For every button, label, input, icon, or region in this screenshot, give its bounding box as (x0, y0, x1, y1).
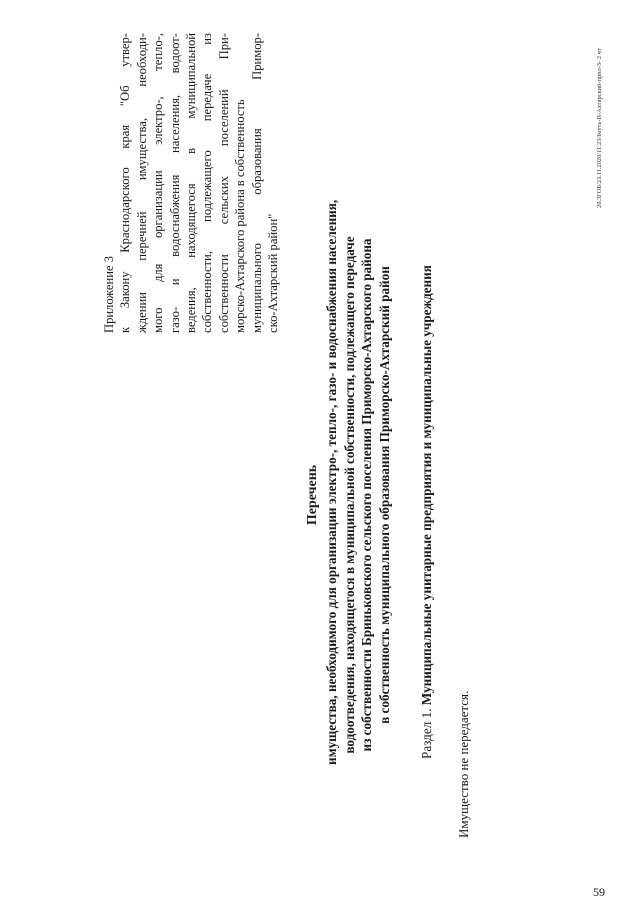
appendix-line: ведения, находящегося в муниципальной (184, 33, 199, 333)
appendix-line: к Закону Краснодарского края "Об утвер- (118, 33, 133, 333)
appendix-line: морско-Ахтарского района в собственность (233, 99, 248, 333)
appendix-block (101, 33, 281, 333)
appendix-line: газо- и водоснабжения населения, водоот- (167, 33, 182, 333)
note-text: Имущество не передается. (456, 690, 471, 838)
title-heading: Перечень (305, 464, 320, 526)
appendix-line: мого для организации электро-, тепло-, (151, 33, 166, 333)
appendix-line: ждении перечней имущества, необходи- (134, 33, 149, 333)
section-heading (419, 265, 435, 759)
appendix-line: собственности, подлежащего передаче из (200, 33, 215, 333)
title-line: водоотведения, находящегося в муниципальной собственности, подлежащего передаче (341, 236, 357, 754)
appendix-line: ско-Ахтарский район" (266, 213, 281, 333)
appendix-line: собственности сельских поселений При- (216, 33, 231, 333)
title-line: из собственности Бриньковского сельского поселения Приморско-Ахтарского района (359, 238, 375, 752)
section-prefix: Раздел 1. (419, 708, 434, 759)
footer-document-code: 20.3ГОБ/23.11.2020/11:23/Імуть-П-Ахтарский-прил-3- 2 чт (596, 48, 603, 208)
title-line: в собственность муниципального образования Приморско-Ахтарский район (376, 266, 392, 724)
title-line: имущества, необходимого для организации электро-, тепло-, газо- и водоснабжения населения, (324, 199, 340, 765)
appendix-line: муниципального образования Примор- (249, 33, 264, 333)
appendix-heading: Приложение 3 (102, 255, 116, 333)
document-title (304, 199, 393, 765)
page-number: 59 (593, 885, 605, 899)
section-title: Муниципальные унитарные предприятия и муниципальные учреждения (419, 265, 434, 706)
